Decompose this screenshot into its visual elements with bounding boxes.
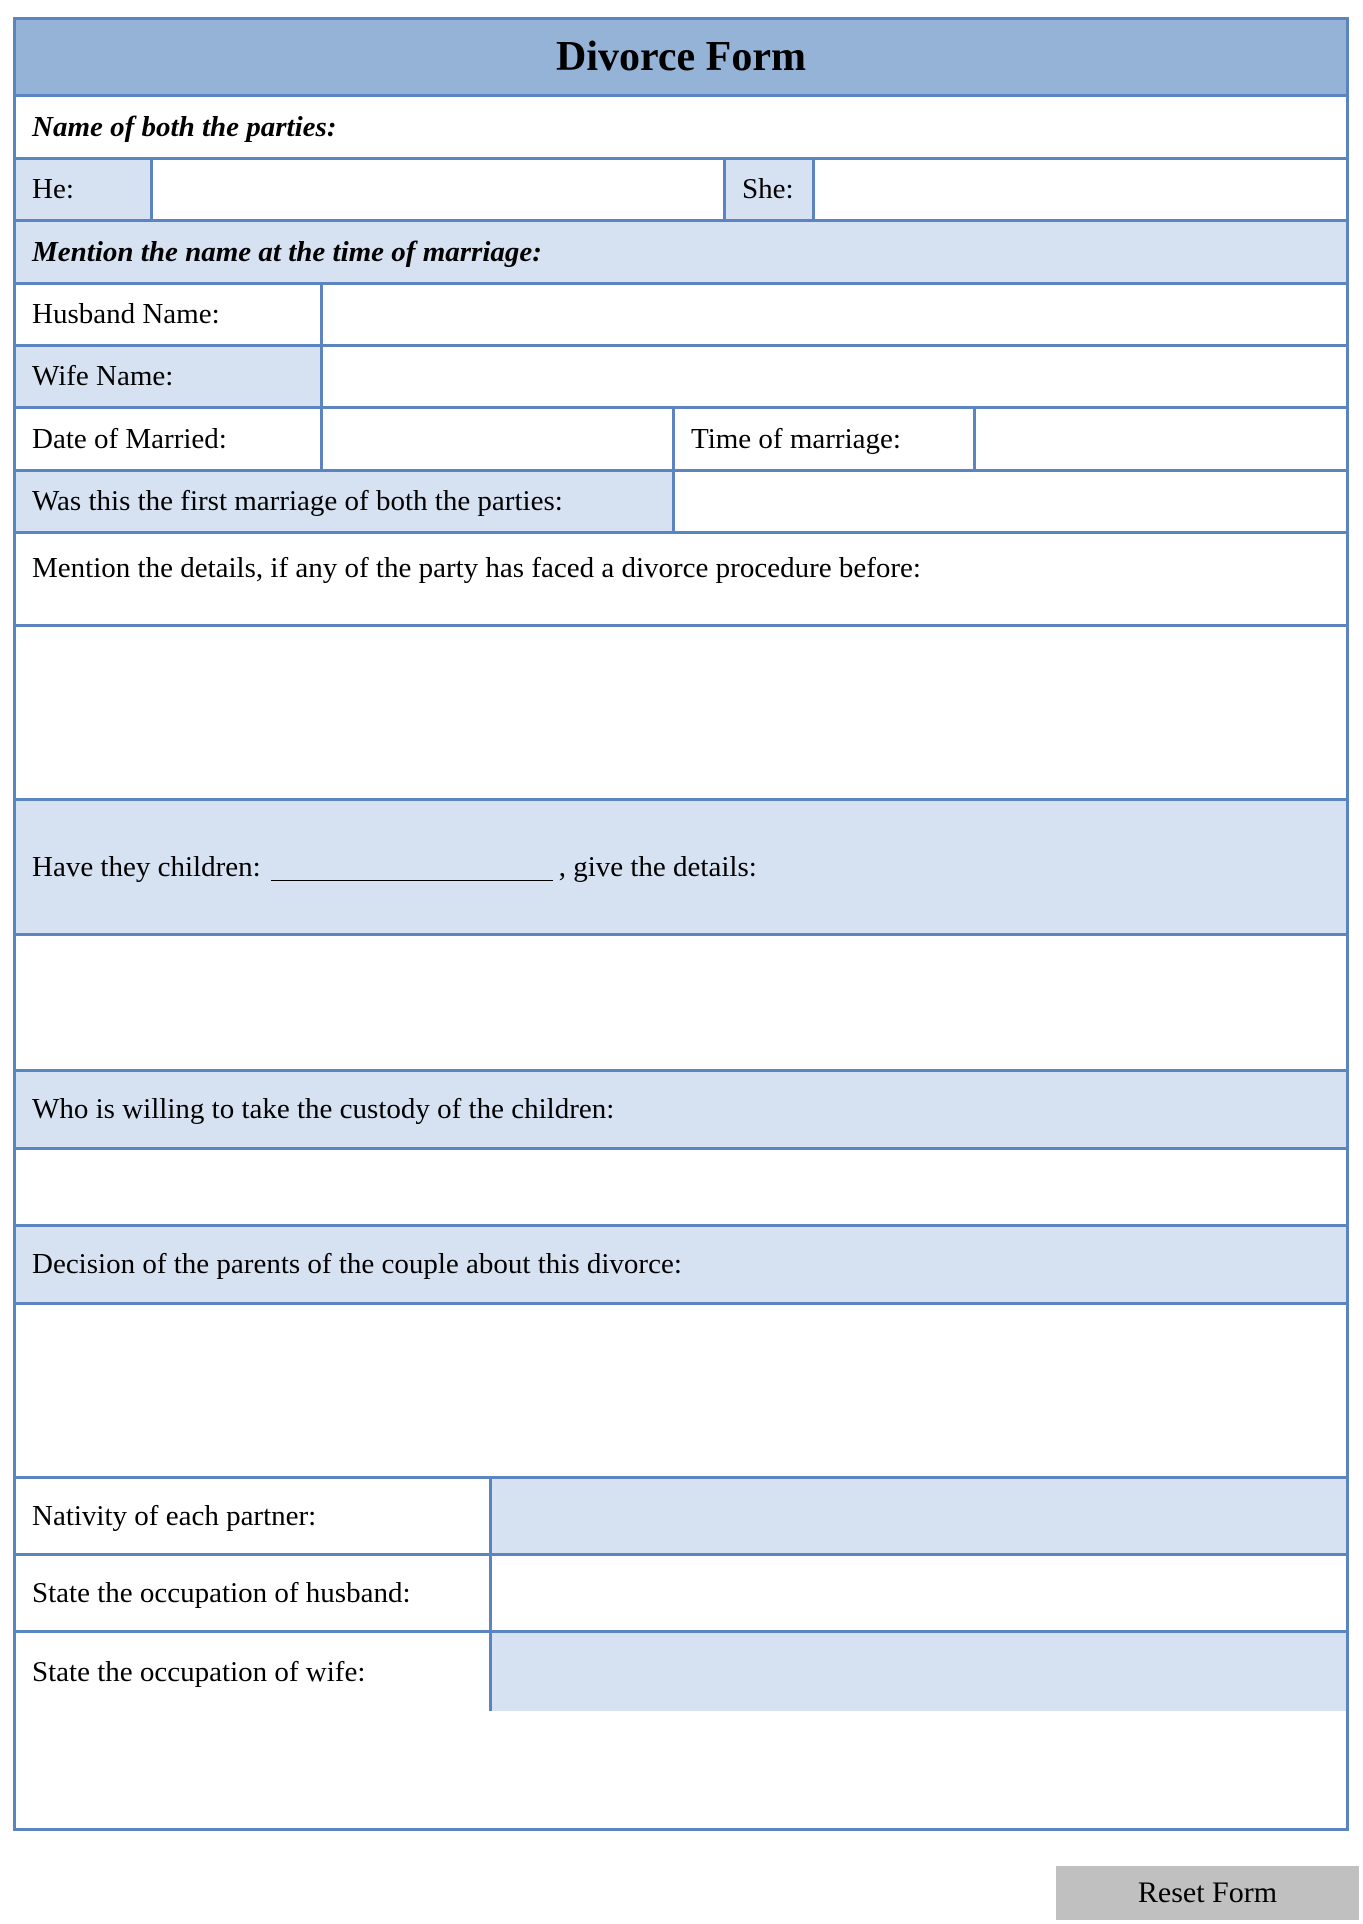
custody-label: Who is willing to take the custody of the children: [32,1093,615,1125]
husband-name-field-cell [320,285,1346,344]
wife-name-field-cell [320,347,1346,406]
husband-occupation-field-cell [489,1556,1346,1630]
wife-name-label: Wife Name: [16,347,320,406]
wife-name-row [16,347,1346,409]
nativity-row [16,1479,1346,1556]
husband-occupation-label: State the occupation of husband: [32,1576,411,1609]
children-row [16,801,1346,936]
children-blank-line[interactable] [271,854,553,881]
parents-decision-details-row [16,1305,1346,1479]
husband-occupation-row [16,1556,1346,1633]
he-she-row [16,160,1346,222]
previous-divorce-label: Mention the details, if any of the party has faced a divorce procedure before: [32,552,921,584]
wife-occupation-label: State the occupation of wife: [32,1655,366,1688]
first-marriage-field-cell [672,472,1346,531]
previous-divorce-field-cell [16,627,1346,798]
divorce-form [13,17,1349,1831]
previous-divorce-row [16,534,1346,627]
custody-answer-row [16,1150,1346,1227]
first-marriage-row [16,472,1346,534]
custody-input[interactable] [16,1150,1346,1224]
he-input[interactable] [153,160,723,219]
reset-form-button[interactable]: Reset Form [1056,1866,1359,1920]
wife-occupation-row [16,1633,1346,1828]
first-marriage-input[interactable] [675,472,1346,531]
time-marriage-label: Time of marriage: [672,409,973,469]
parents-decision-textarea[interactable] [16,1305,1346,1476]
parents-decision-field-cell [16,1305,1346,1476]
nativity-label: Nativity of each partner: [32,1499,317,1532]
children-label [16,801,1346,933]
children-details-field-cell [16,936,1346,1069]
parents-decision-label: Decision of the parents of the couple about this divorce: [32,1248,682,1280]
previous-divorce-textarea[interactable] [16,627,1346,798]
husband-name-input[interactable] [323,285,1346,344]
children-label-prefix: Have they children: [32,850,261,883]
date-married-label: Date of Married: [32,422,227,455]
date-married-input[interactable] [323,409,672,469]
parties-heading: Name of both the parties: [32,110,337,143]
she-field-cell [812,160,1346,219]
date-married-field-cell [320,409,672,469]
form-title: Divorce Form [556,34,806,80]
wife-occupation-input[interactable] [492,1633,1346,1711]
he-field-cell [150,160,723,219]
nativity-field-cell [489,1479,1346,1553]
date-time-row [16,409,1346,472]
children-label-suffix: , give the details: [558,850,757,883]
form-title-row [16,20,1346,97]
husband-name-label: Husband Name: [32,298,220,330]
marriage-heading-row [16,222,1346,285]
wife-occupation-field-cell [489,1633,1346,1711]
first-marriage-label: Was this the first marriage of both the parties: [16,472,672,531]
custody-row [16,1072,1346,1150]
marriage-heading: Mention the name at the time of marriage: [32,235,542,268]
she-label: She: [723,160,812,219]
parties-heading-row [16,97,1346,160]
nativity-input[interactable] [492,1479,1346,1553]
husband-name-row [16,285,1346,347]
husband-occupation-input[interactable] [492,1556,1346,1630]
parents-decision-row [16,1227,1346,1305]
she-input[interactable] [815,160,1346,219]
time-marriage-input[interactable] [976,409,1346,469]
he-label: He: [16,160,150,219]
wife-name-input[interactable] [323,347,1346,406]
time-marriage-field-cell [973,409,1346,469]
previous-divorce-details-row [16,627,1346,801]
children-details-row [16,936,1346,1072]
children-details-textarea[interactable] [16,936,1346,1069]
custody-field-cell [16,1150,1346,1224]
